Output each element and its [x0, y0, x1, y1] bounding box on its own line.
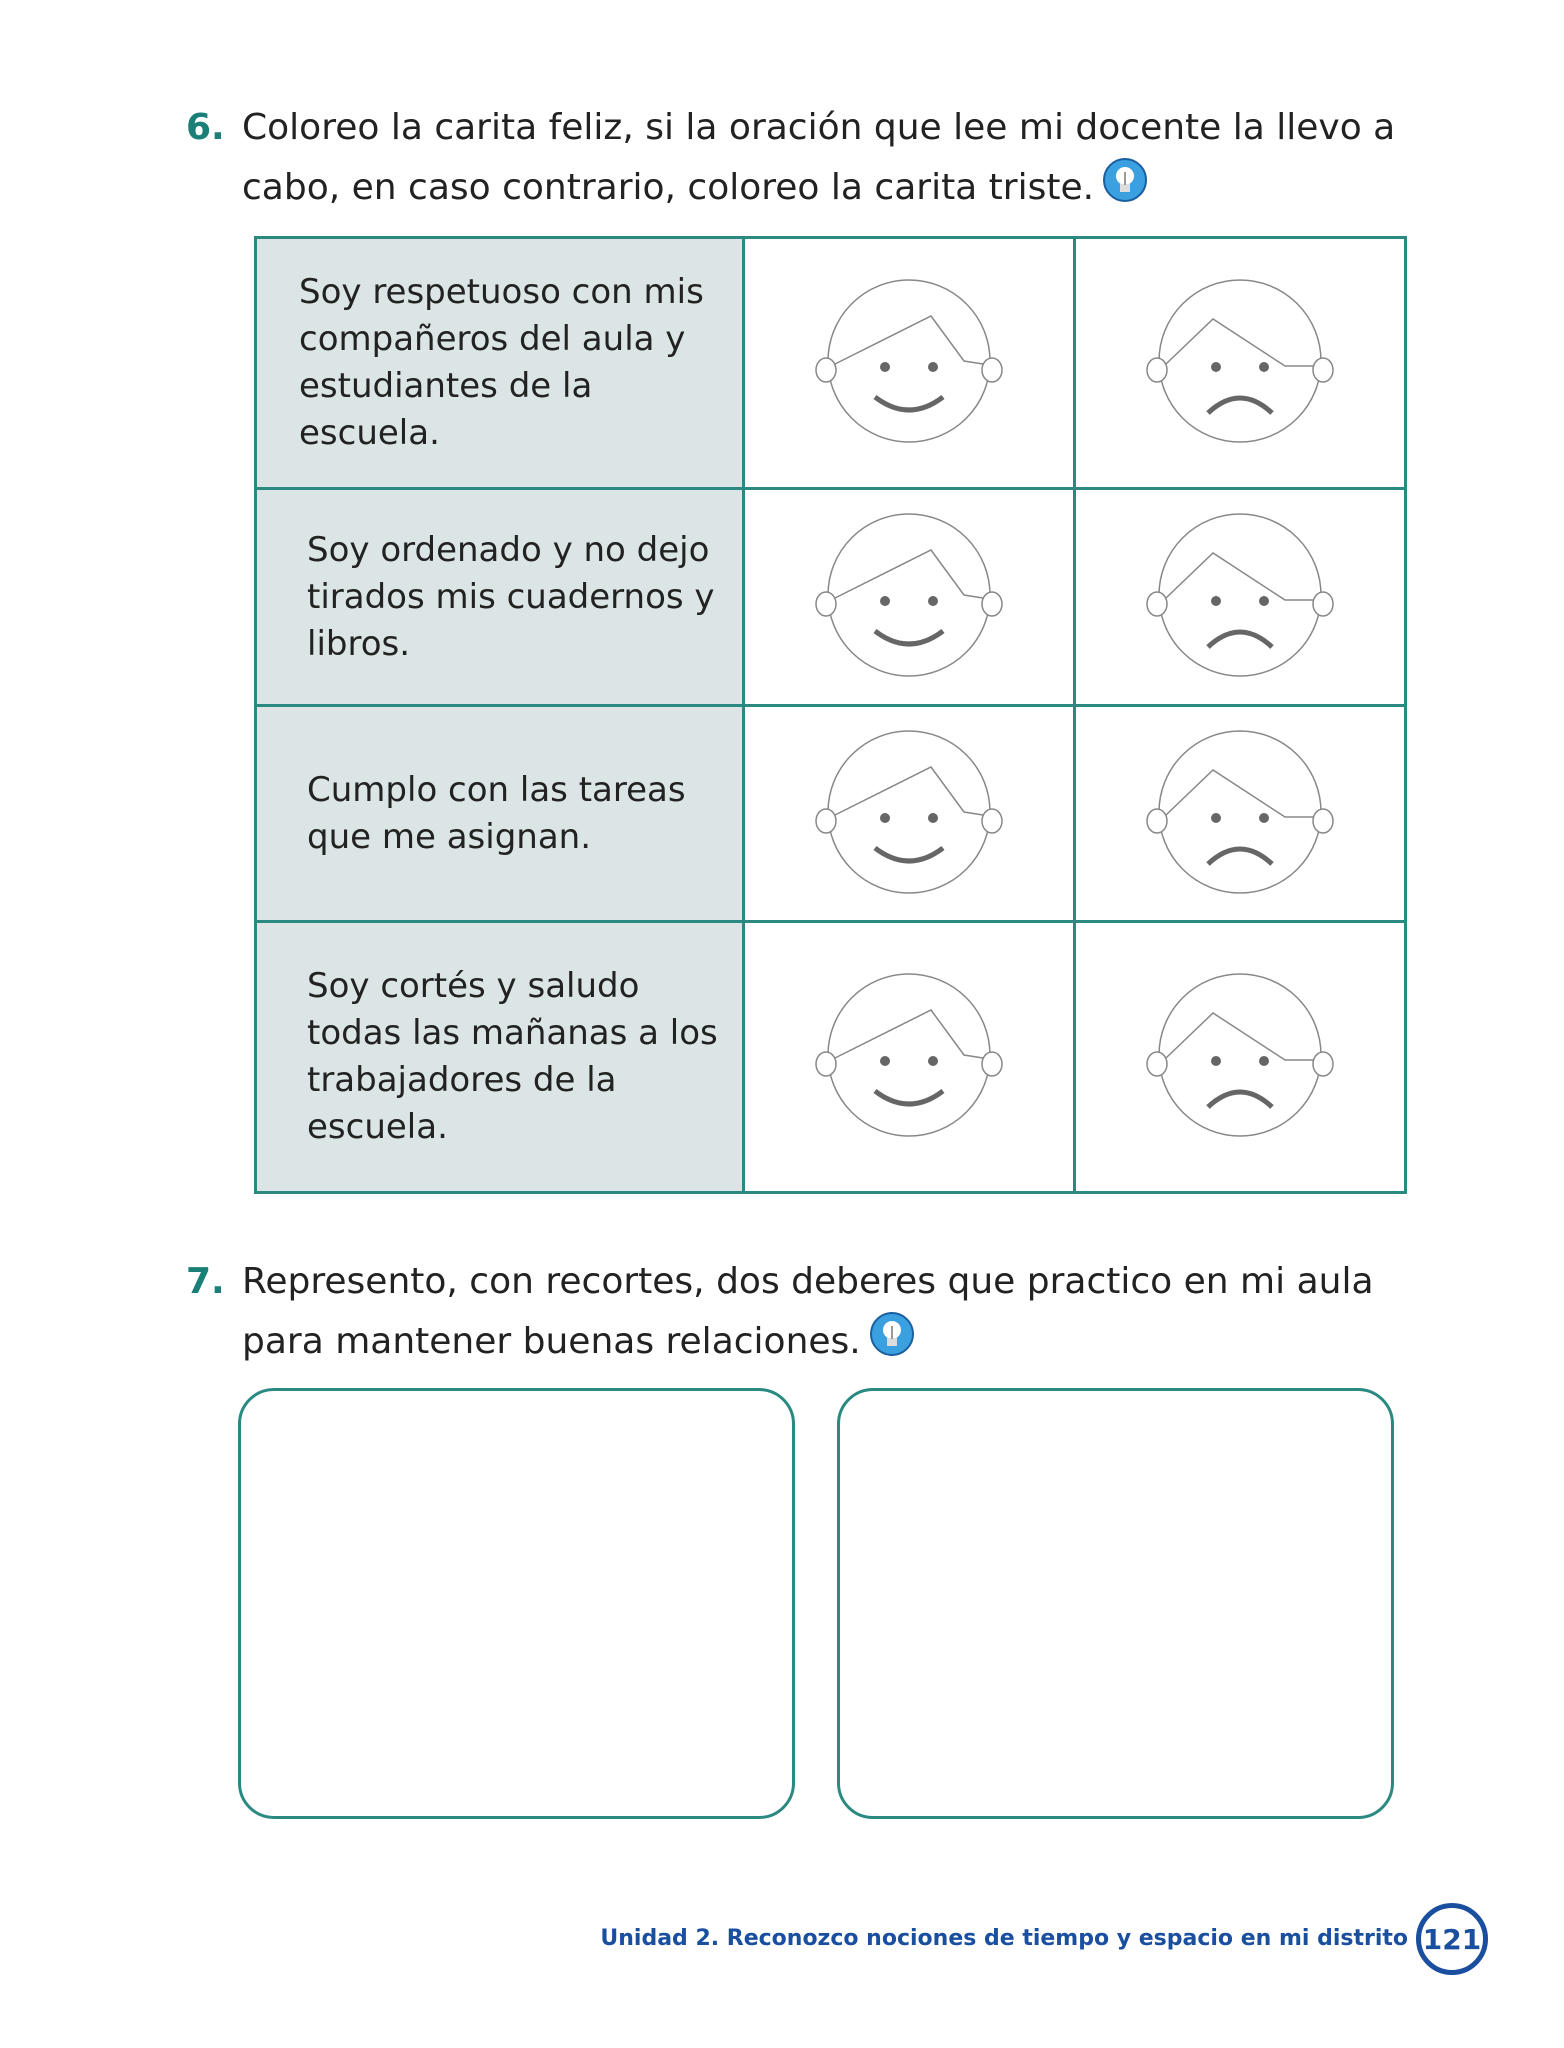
sad-face-icon[interactable] [1140, 261, 1340, 461]
table-row [256, 489, 1406, 706]
sad-face-cell[interactable] [1075, 238, 1406, 489]
sad-face-cell[interactable] [1075, 706, 1406, 922]
lightbulb-icon[interactable] [869, 1311, 915, 1357]
unit-footer: Unidad 2. Reconozco nociones de tiempo y espacio en mi distrito [600, 1926, 1408, 1951]
table-row [256, 922, 1406, 1193]
table-row [256, 706, 1406, 922]
question-text: Coloreo la carita feliz, si la oración que lee mi docente la llevo a cabo, en caso contrario, coloreo la carita triste. [242, 107, 1396, 208]
happy-face-icon[interactable] [809, 955, 1009, 1155]
sad-face-icon[interactable] [1140, 712, 1340, 912]
question-number: 7. [186, 1261, 225, 1302]
sad-face-icon[interactable] [1140, 955, 1340, 1155]
cutout-box-1[interactable] [238, 1388, 795, 1819]
happy-face-cell[interactable] [744, 489, 1075, 706]
sad-face-cell[interactable] [1075, 489, 1406, 706]
page-number: 121 [1416, 1903, 1488, 1975]
statement-cell: Soy respetuoso con mis compañeros del aula y estudiantes de la escuela. [256, 238, 744, 489]
happy-face-icon[interactable] [809, 261, 1009, 461]
cutout-box-2[interactable] [837, 1388, 1394, 1819]
question-text: Represento, con recortes, dos deberes que practico en mi aula para mantener buenas relaciones. [242, 1261, 1374, 1362]
happy-face-icon[interactable] [809, 495, 1009, 695]
sad-face-icon[interactable] [1140, 495, 1340, 695]
happy-face-cell[interactable] [744, 922, 1075, 1193]
table-row [256, 238, 1406, 489]
happy-face-icon[interactable] [809, 712, 1009, 912]
question-number: 6. [186, 107, 225, 148]
sad-face-cell[interactable] [1075, 922, 1406, 1193]
happy-face-cell[interactable] [744, 706, 1075, 922]
lightbulb-icon[interactable] [1102, 157, 1148, 203]
statement-cell: Soy cortés y saludo todas las mañanas a los trabajadores de la escuela. [256, 922, 744, 1193]
statement-cell: Cumplo con las tareas que me asignan. [256, 706, 744, 922]
behavior-table [254, 236, 1407, 1194]
statement-cell: Soy ordenado y no dejo tirados mis cuadernos y libros. [256, 489, 744, 706]
happy-face-cell[interactable] [744, 238, 1075, 489]
